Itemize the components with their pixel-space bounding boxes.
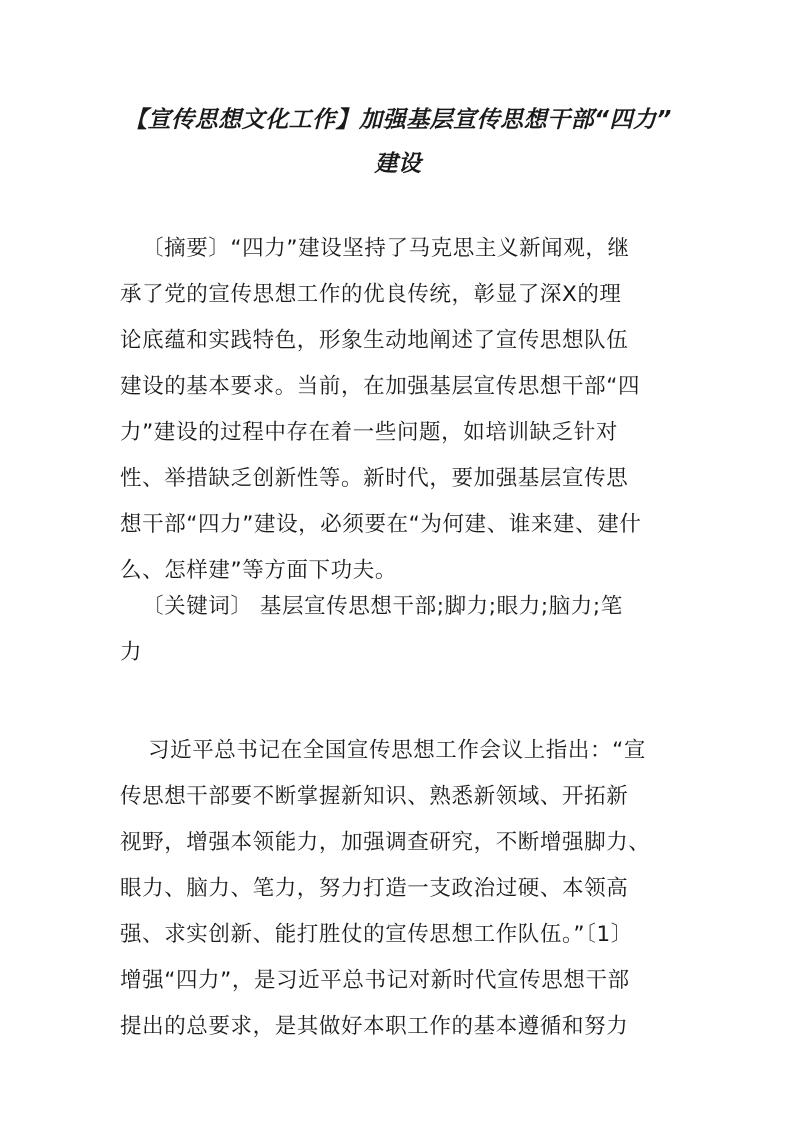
paragraph-line: 视野，增强本领能力，加强调查研究，不断增强脚力、: [120, 830, 651, 855]
paragraph-line: 眼力、脑力、笔力，努力打造一支政治过硬、本领高: [120, 876, 629, 901]
keywords-line: 〔关键词〕 基层宣传思想干部;脚力;眼力;脑力;笔: [142, 594, 623, 619]
abstract-paragraph: [120, 226, 676, 594]
keywords-paragraph: [120, 584, 676, 676]
body-paragraph: [120, 728, 676, 1050]
abstract-line: 论底蕴和实践特色，形象生动地阐述了宣传思想队伍: [120, 328, 629, 353]
paragraph-line: 强、求实创新、能打胜仗的宣传思想工作队伍。”〔1〕: [120, 922, 633, 947]
abstract-line: 性、举措缺乏创新性等。新时代，要加强基层宣传思: [120, 466, 629, 491]
abstract-line: 〔摘要〕“四力”建设坚持了马克思主义新闻观，继: [142, 236, 630, 261]
abstract-line: 想干部“四力”建设，必须要在“为何建、谁来建、建什: [120, 512, 642, 537]
title-line: 【宣传思想文化工作】加强基层宣传思想干部“四力”: [124, 107, 672, 133]
paragraph-line: 提出的总要求，是其做好本职工作的基本遵循和努力: [120, 1014, 629, 1039]
document-title: [118, 98, 678, 186]
abstract-line: 承了党的宣传思想工作的优良传统，彰显了深X的理: [120, 282, 622, 307]
abstract-line: 力”建设的过程中存在着一些问题，如培训缺乏针对: [120, 420, 618, 445]
abstract-line: 么、怎样建”等方面下功夫。: [120, 558, 397, 583]
keywords-line: 力: [120, 640, 143, 665]
abstract-line: 建设的基本要求。当前，在加强基层宣传思想干部“四: [120, 374, 641, 399]
title-line: 建设: [374, 151, 422, 177]
paragraph-line: 习近平总书记在全国宣传思想工作会议上指出：“宣: [148, 738, 646, 763]
paragraph-line: 增强“四力”，是习近平总书记对新时代宣传思想干部: [120, 968, 630, 993]
paragraph-line: 传思想干部要不断掌握新知识、熟悉新领域、开拓新: [120, 784, 629, 809]
